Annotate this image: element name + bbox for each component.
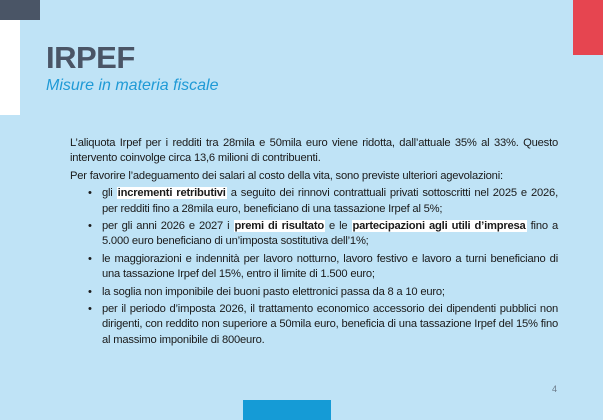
list-item — [88, 186, 558, 217]
decorative-bar-bottom-blue — [243, 400, 331, 420]
list-item-text: per gli anni 2026 e 2027 i — [102, 220, 234, 233]
highlight-partecipazioni-utili: partecipazioni agli utili d’impresa — [352, 220, 526, 233]
slide-body — [70, 136, 558, 350]
decorative-bar-left-white — [0, 20, 20, 115]
list-item-text: gli — [102, 187, 117, 200]
paragraph-aliquota: L’aliquota Irpef per i redditi tra 28mila e 50mila euro viene ridotta, dall’attuale 35% al 33%. Questo intervento coinvolge circa 13,6 milioni di contribuenti. — [70, 137, 558, 165]
slide-title: IRPEF — [46, 40, 135, 75]
paragraph-agevolazioni-intro: Per favorire l’adeguamento dei salari al costo della vita, sono previste ulteriori agevolazioni: — [70, 169, 503, 182]
list-item — [88, 285, 558, 300]
highlight-incrementi-retributivi: incrementi retributivi — [117, 187, 226, 200]
agevolazioni-list — [70, 186, 558, 348]
list-item-text: la soglia non imponibile dei buoni pasto elettronici passa da 8 a 10 euro; — [102, 285, 445, 298]
page-number: 4 — [552, 384, 558, 394]
decorative-bar-top-right-red — [573, 0, 603, 55]
decorative-bar-top-left — [0, 0, 40, 20]
list-item-text: e le — [324, 220, 352, 233]
list-item-text: per il periodo d’imposta 2026, il trattamento economico accessorio dei dipendenti pubblici non dirigenti, con reddito non superiore a 50mila euro, beneficia di una tassazione Irpef del 15% fino al massimo imponibile di 800euro. — [102, 303, 558, 346]
list-item — [88, 302, 558, 348]
slide-subtitle: Misure in materia fiscale — [46, 77, 219, 94]
list-item — [88, 252, 558, 283]
highlight-premi-di-risultato: premi di risultato — [234, 220, 324, 233]
list-item — [88, 219, 558, 250]
list-item-text: le maggiorazioni e indennità per lavoro notturno, lavoro festivo e lavoro a turni beneficiano di una tassazione Irpef del 15%, entro il limite di 1.500 euro; — [102, 252, 558, 281]
list-item-text: fino a 5.000 euro beneficiano di un’imposta sostitutiva dell’1%; — [102, 220, 558, 248]
list-item-text: a seguito dei rinnovi contrattuali privati sottoscritti nel 2025 e 2026, per redditi fino a 28mila euro, beneficiano di una tassazione Irpef al 5%; — [102, 187, 558, 215]
